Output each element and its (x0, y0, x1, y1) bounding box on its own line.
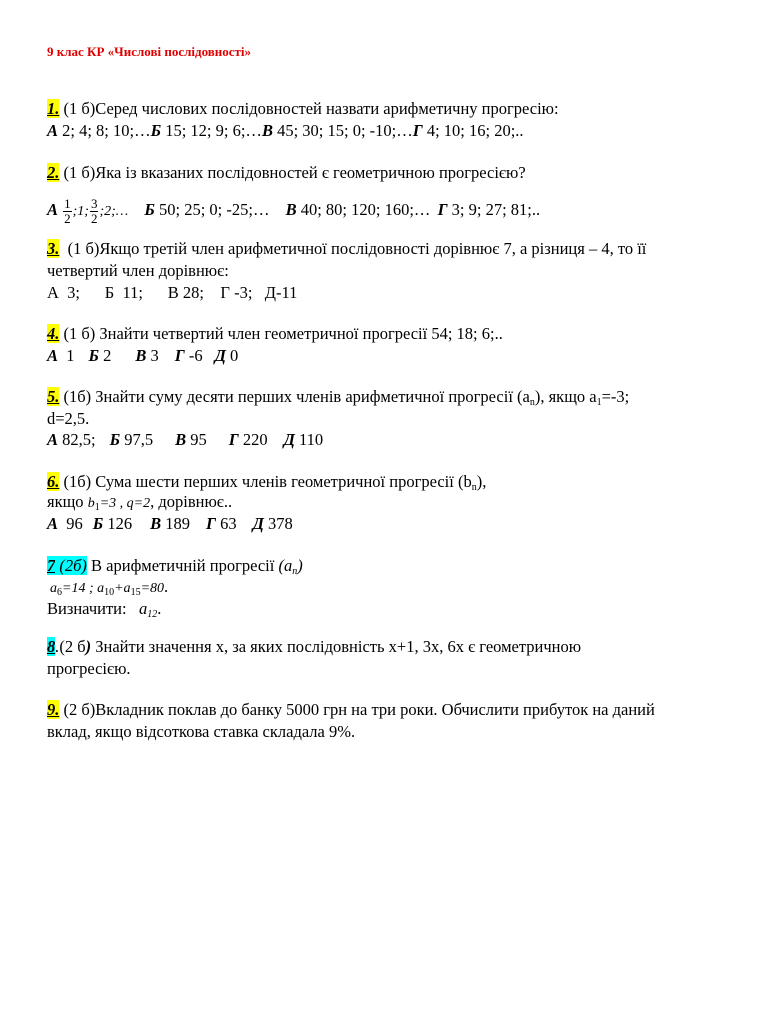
q2-v-label: В (285, 200, 297, 219)
q2-text: (1 б)Яка із вказаних послідовностей є геометричною прогресією? (59, 163, 526, 182)
q5-v-label: В (175, 430, 187, 449)
q1-b-label: Б (150, 121, 162, 140)
q2-b-text: 50; 25; 0; -25;… (154, 200, 270, 219)
q5-b-label: Б (109, 430, 121, 449)
q9-text-line1: (2 б)Вкладник поклав до банку 5000 грн на три роки. Обчислити прибуток на даний (59, 700, 655, 719)
q5-text-line2: d=2,5. (47, 409, 90, 428)
q6-cond-a: якщо (47, 492, 88, 511)
q1-text: (1 б)Серед числових послідовностей назвати арифметичну прогресію: (59, 99, 559, 118)
q8-number-dot: . (55, 637, 60, 656)
q7-seq-a: (a (278, 556, 293, 575)
q6-b-text: 126 (103, 514, 133, 533)
q3-answers: А 3; Б 11; В 28; Г -3; Д-11 (47, 283, 298, 302)
q7-m-a6-sub: 6 (57, 587, 62, 598)
q5-b-text: 97,5 (120, 430, 154, 449)
q9-number: 9. (47, 700, 60, 719)
q6-text-b: ), (476, 472, 487, 491)
q1-v-label: В (261, 121, 273, 140)
q2-g-label: Г (437, 200, 448, 219)
q1-v-text: 45; 30; 15; 0; -10;… (272, 121, 413, 140)
q1-prompt (47, 99, 559, 119)
q1-answers (47, 121, 524, 141)
q6-answers (47, 514, 293, 534)
q6-math-sub: 1 (94, 502, 100, 513)
q2-answers (47, 193, 540, 229)
q4-d-label: Д (214, 346, 226, 365)
q7-text: В арифметичній прогресії (86, 556, 279, 575)
q5-a-text: 82,5; (58, 430, 96, 449)
q5-d-text: 110 (294, 430, 324, 449)
q2-a-tail: ;2;… (99, 204, 129, 219)
q3-number: 3. (47, 239, 60, 258)
q1-b-text: 15; 12; 9; 6;… (161, 121, 262, 140)
q3-text-line2: четвертий член дорівнює: (47, 261, 229, 280)
q7-m-a6: a (50, 581, 57, 596)
q7-find-sub: 12 (147, 609, 158, 620)
q5-text-c: =-3; (601, 387, 630, 406)
q6-number: 6. (47, 472, 60, 491)
q7-m-dot: . (164, 577, 169, 596)
q7-find-text: Визначити: (47, 599, 139, 618)
q2-a-label: А (47, 200, 59, 219)
q5-text-b: ), якщо a (534, 387, 597, 406)
q2-v-text: 40; 80; 120; 160;… (296, 200, 431, 219)
q8-points-close: ) (85, 637, 92, 656)
q4-b-text: 2 (99, 346, 112, 365)
q3-prompt (47, 239, 646, 259)
q6-cond-b: , дорівнює.. (150, 492, 233, 511)
q5-a-label: А (47, 430, 59, 449)
q2-fraction-one-half: $\frac{1}{2}$ (64, 195, 71, 226)
q5-sub-1: 1 (596, 397, 602, 408)
q6-d-text: 378 (263, 514, 293, 533)
q4-number: 4. (47, 324, 60, 343)
q6-sub-n: n (471, 482, 477, 493)
q1-a-label: А (47, 121, 59, 140)
q4-answers (47, 346, 238, 366)
q8-number: 8 (47, 637, 56, 656)
q7-m-eq2: =80 (140, 581, 165, 596)
q1-number: 1. (47, 99, 60, 118)
q6-g-text: 63 (215, 514, 237, 533)
q4-g-label: Г (174, 346, 185, 365)
q6-a-text: 96 (58, 514, 83, 533)
q5-answers (47, 430, 323, 450)
q8-text-line2: прогресією. (47, 659, 131, 678)
q6-math-rest: =3 , q=2 (99, 496, 151, 511)
q9-text-line2: вклад, якщо відсоткова ставка складала 9%. (47, 722, 356, 741)
q9-prompt (47, 700, 655, 720)
q4-b-label: Б (88, 346, 99, 365)
q4-a-label: А (47, 346, 59, 365)
q8-text-line1: Знайти значення х, за яких послідовність х+1, 3х, 6х є геометричною (91, 637, 582, 656)
q7-m-a15-sub: 15 (130, 587, 141, 598)
q2-b-label: Б (144, 200, 155, 219)
q6-d-label: Д (252, 514, 264, 533)
q7-find-dot: . (157, 599, 162, 618)
q8-points: (2 б (59, 637, 86, 656)
q6-math-b: b (87, 496, 95, 511)
q7-seq-b: ) (297, 556, 303, 575)
q4-d-text: 0 (225, 346, 239, 365)
q7-points: (2б) (55, 556, 87, 575)
q6-g-label: Г (206, 514, 216, 533)
q5-v-text: 95 (186, 430, 207, 449)
q5-text-a: (1б) Знайти суму десяти перших членів арифметичної прогресії (a (59, 387, 530, 406)
q2-a-mid: ;1; (72, 204, 89, 219)
q7-m-eq1: =14 ; a (62, 581, 105, 596)
q4-v-text: 3 (146, 346, 159, 365)
q6-v-label: В (150, 514, 162, 533)
q5-g-label: Г (228, 430, 239, 449)
q7-number: 7 (47, 556, 56, 575)
worksheet-title: 9 клас КР «Числові послідовності» (47, 44, 252, 59)
q5-number: 5. (47, 387, 60, 406)
q2-fraction-three-halves: $\frac{3}{2}$ (90, 195, 98, 226)
q8-prompt (47, 637, 581, 657)
q2-number: 2. (47, 163, 60, 182)
q2-g-text: 3; 9; 27; 81;.. (447, 200, 541, 219)
q5-sub-n: n (529, 397, 535, 408)
q7-m-a10-sub: 10 (104, 587, 115, 598)
q2-prompt (47, 163, 526, 183)
q6-v-text: 189 (161, 514, 191, 533)
q7-find (47, 599, 161, 625)
q4-v-label: В (135, 346, 147, 365)
q1-g-text: 4; 10; 16; 20;.. (422, 121, 524, 140)
q4-prompt (47, 324, 503, 344)
q6-text-a: (1б) Сума шести перших членів геометричної прогресії (b (59, 472, 472, 491)
q5-g-text: 220 (238, 430, 268, 449)
q6-a-label: А (47, 514, 59, 533)
q1-a-text: 2; 4; 8; 10;… (58, 121, 151, 140)
q5-d-label: Д (283, 430, 295, 449)
q3-text-line1: (1 б)Якщо третій член арифметичної послідовності дорівнює 7, а різниця – 4, то її (59, 239, 647, 258)
q4-a-text: 1 (58, 346, 75, 365)
q6-b-label: Б (92, 514, 104, 533)
q5-prompt (47, 387, 629, 413)
q1-g-label: Г (412, 121, 423, 140)
q4-g-text: -6 (184, 346, 203, 365)
q7-m-plus: +a (114, 581, 131, 596)
q7-find-var: a (138, 599, 148, 618)
q7-seq-sub: n (292, 566, 298, 577)
q4-text: (1 б) Знайти четвертий член геометричної прогресії 54; 18; 6;.. (59, 324, 503, 343)
